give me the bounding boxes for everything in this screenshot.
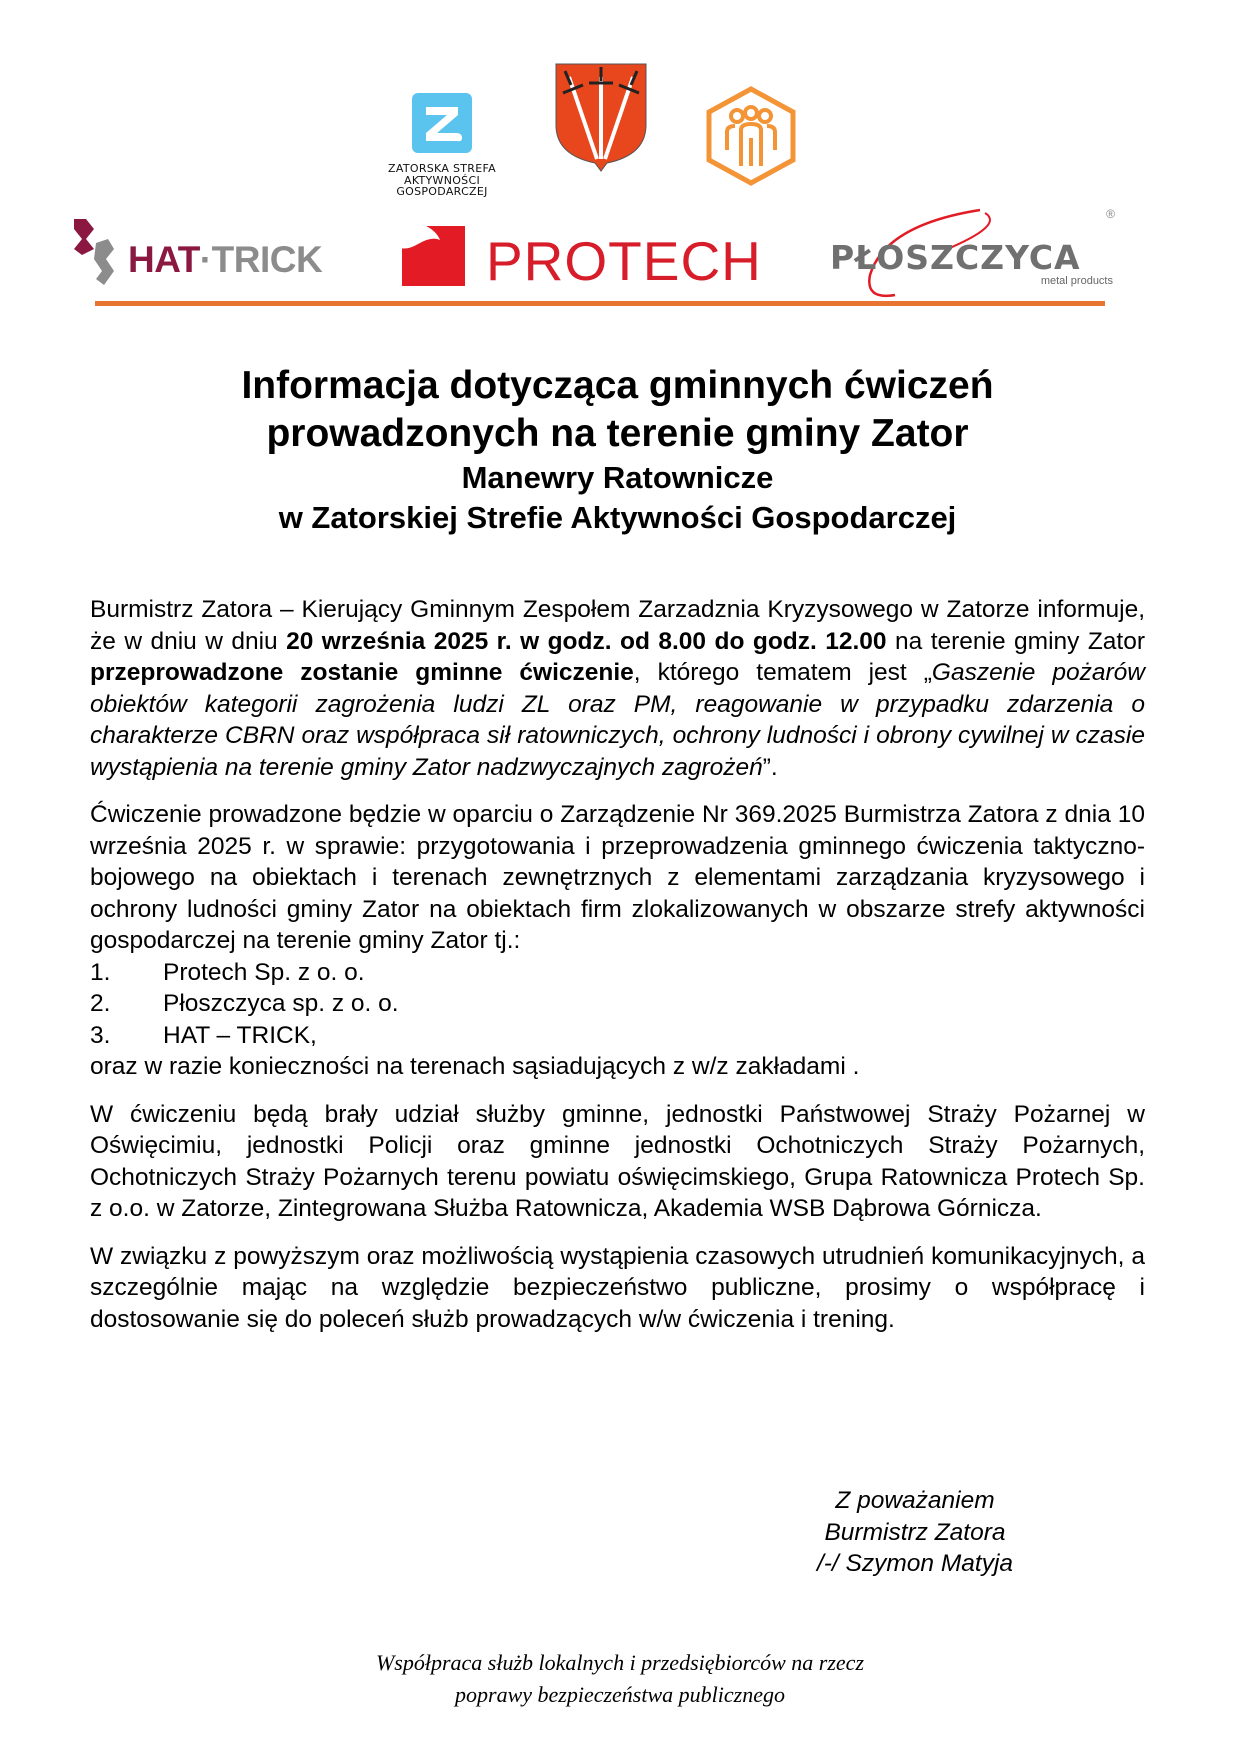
title-line-1: Informacja dotycząca gminnych ćwiczeń [241, 364, 994, 407]
text-run: , którego tematem jest „ [633, 659, 932, 686]
signature-greeting: Z poważaniem [835, 1487, 995, 1514]
list-item [90, 988, 1145, 1020]
list-text: Protech Sp. z o. o. [163, 958, 365, 986]
protech-text: PROTECH [486, 230, 762, 292]
zatorska-strefa-logo [372, 93, 512, 198]
list-tail: oraz w razie konieczności na terenach sąsiadujących z w/z zakładami . [90, 1053, 860, 1080]
list-number: 1. [90, 958, 111, 986]
document-body [90, 594, 1145, 1351]
list-item [90, 1020, 1145, 1052]
hattrick-hat-text: HAT [128, 239, 200, 280]
protech-logo [402, 226, 787, 292]
title-line-2: prowadzonych na terenie gminy Zator [266, 412, 969, 455]
hattrick-mark-icon [70, 215, 130, 290]
signature-name: /-/ Szymon Matyja [816, 1550, 1014, 1577]
text-run: na terenie gminy Zator [886, 627, 1146, 655]
zsag-text-line: GOSPODARCZEJ [396, 185, 488, 198]
document-title [90, 362, 1145, 538]
subtitle-line-2: w Zatorskiej Strefie Aktywności Gospodarczej [278, 500, 957, 535]
hattrick-logo [70, 215, 355, 290]
signature-block [770, 1485, 1060, 1580]
ploszczyca-text: PŁOSZCZYCA [830, 238, 1081, 277]
paragraph-announcement [90, 594, 1145, 783]
list-number: 3. [90, 1021, 111, 1049]
list-number: 2. [90, 990, 111, 1017]
paragraph-request: W związku z powyższym oraz możliwością wystąpienia czasowych utrudnień komunikacyjnych, a szczególnie mając na względzie bezpieczeństwo publiczne, prosimy o współpracę i dostosowanie się do poleceń służb prowadzących w/w ćwiczenia i trening. [90, 1242, 1145, 1333]
text-run: Burmistrz Zatora – Kierujący Gminnym Zespołem Zarzadznia Kryzysowego w Zatorze informuje, że w dniu w dniu [90, 596, 1145, 655]
list-item [90, 957, 1145, 989]
list-text: Płoszczyca sp. z o. o. [163, 990, 399, 1017]
subtitle-line-1: Manewry Ratownicze [461, 460, 774, 495]
text-run: ”. [762, 753, 778, 781]
zsag-text-line: AKTYWNOŚCI [404, 173, 480, 187]
footer-line-1: Współpraca służb lokalnych i przedsiębiorców na rzecz [375, 1650, 865, 1675]
z-letter-icon [412, 93, 472, 153]
signature-title: Burmistrz Zatora [824, 1518, 1006, 1546]
footer-line-2: poprawy bezpieczeństwa publicznego [455, 1682, 785, 1707]
protech-mark-icon [402, 226, 465, 286]
exercise-topic-italic: Gaszenie pożarów obiektów kategorii zagrożenia ludzi ZL oraz PM, reagowanie w przypadku zdarzenia o charakterze CBRN oraz współpraca sił ratowniczych, ochrony ludności i obrony cywilnej w czasie wystąpienia na terenie gminy Zator nadzwyczajnych zagrożeń [90, 659, 1145, 781]
registered-mark: ® [1106, 207, 1115, 221]
paragraph-participants: W ćwiczeniu będą brały udział służby gminne, jednostki Państwowej Straży Pożarnej w Oświęcimiu, jednostki Policji oraz gminne jednostki Ochotniczych Straży Pożarnych, Ochotniczych Straży Pożarnych terenu powiatu oświęcimskiego, Grupa Ratownicza Protech Sp. z o.o. w Zatorze, Zintegrowana Służba Ratownicza, Akademia WSB Dąbrowa Górnicza. [90, 1100, 1145, 1222]
community-hexagon-icon [705, 86, 797, 186]
paragraph-legal-basis: Ćwiczenie prowadzone będzie w oparciu o Zarządzenie Nr 369.2025 Burmistrza Zatora z dnia 10 września 2025 r. w sprawie: przygotowania i przeprowadzenia gminnego ćwiczenia taktyczno-bojowego na obiektach i terenach zewnętrznych z elementami zarządzania kryzysowego i ochrony ludności gminy Zator na obiektach firm zlokalizowanych w obszarze strefy aktywności gospodarczej na terenie gminy Zator tj.: [90, 801, 1145, 954]
ploszczyca-logo [825, 205, 1125, 300]
footer-motto [240, 1647, 1000, 1711]
header-divider [95, 301, 1105, 306]
list-text: HAT – TRICK, [163, 1021, 317, 1049]
coat-of-arms-icon [555, 63, 647, 173]
companies-list [90, 957, 1145, 1052]
hattrick-trick-text: TRICK [211, 239, 323, 280]
date-time-bold: 20 września 2025 r. w godz. od 8.00 do godz. 12.00 [286, 627, 887, 655]
hattrick-dot: · [199, 239, 212, 280]
ploszczyca-subtitle: metal products [1040, 275, 1113, 287]
zsag-text-line: ZATORSKA STREFA [388, 162, 496, 175]
exercise-bold: przeprowadzone zostanie gminne ćwiczenie [90, 659, 634, 686]
